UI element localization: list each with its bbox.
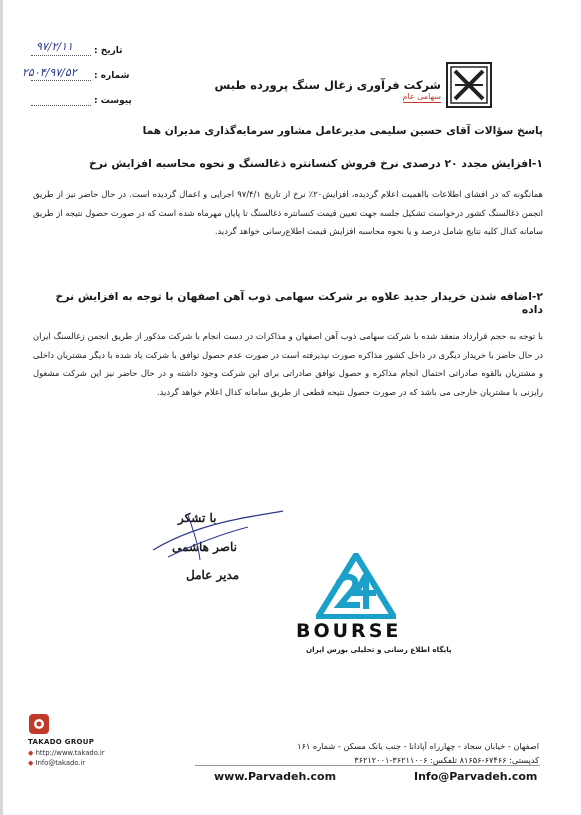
takado-website xyxy=(28,749,105,757)
signature-title: مدیر عامل xyxy=(186,568,240,582)
takado-website-link[interactable]: http://www.takado.ir xyxy=(35,749,105,757)
bourse-wordmark: BOURSE xyxy=(296,620,402,642)
section-2-heading: ۲-اضافه شدن خریدار جدید علاوه بر شرکت سهامی ذوب آهن اصفهان با توجه به افزایش نرخ داده xyxy=(55,290,543,316)
company-logo-icon xyxy=(446,62,492,108)
number-label: شماره : xyxy=(94,71,130,81)
number-value: ۲۵۰۴/۹۷/۵۲ xyxy=(22,66,77,79)
page-edge xyxy=(0,0,3,815)
addressee-line: پاسخ سؤالات آقای حسین سلیمی مدیرعامل مشاور سرمایه‌گذاری مدیران هما xyxy=(142,125,543,137)
bourse-logo-icon xyxy=(316,553,396,619)
section-2-paragraph: با توجه به حجم قرارداد منعقد شده با شرکت سهامی ذوب آهن اصفهان و مذاکرات در دست انجام با شرکت مذکور از طریق انجمن زغالسنگ ایران در حال حاضر با خریدار دیگری در داخل کشور مذاکره صورت نپذیرفته است در صورت عدم حصول توافق با شرکت یاد شده با دیگر مشتریان داخلی و مشتریان بالقوه صادراتی احتمال انجام مذاکره و حصول توافق صادراتی برای این شرکت وجود داشته و در حال حاضر نیز این شرکت مشغول رایزنی با مشتریان خارجی می باشد که در صورت حصول نتیجه قطعی از طریق سامانه کدال اعلام خواهد گردید. xyxy=(33,331,543,397)
address-line-2: کدپستی: ۶۷۴۶۶-۸۱۶۵۶ تلفکس: ۳۶۲۱۱۰۰۶-۳۶۲۱۲۰۰۱ xyxy=(354,755,539,765)
bourse-tagline: پایگاه اطلاع رسانی و تحلیلی بورس ایران xyxy=(306,645,452,654)
company-name: شرکت فرآوری زغال سنگ پرورده طبس xyxy=(214,78,441,92)
bullet-icon: ◆ xyxy=(28,759,34,767)
company-email-link[interactable]: Info@Parvadeh.com xyxy=(414,770,538,783)
takado-name: TAKADO GROUP xyxy=(28,738,95,746)
takado-email xyxy=(28,759,85,767)
company-type: سهامی عام xyxy=(402,92,441,101)
attachment-label: پیوست : xyxy=(94,96,132,106)
address-line-1: اصفهان - خیابان سجاد - چهارراه آپادانا - جنب بانک مسکن - شماره ۱۶۱ xyxy=(297,741,539,751)
takado-email-link[interactable]: Info@takado.ir xyxy=(35,759,86,767)
section-1-heading: ۱-افزایش مجدد ۲۰ درصدی نرخ فروش کنسانتره ذغالسنگ و نحوه محاسبه افزایش نرخ xyxy=(89,157,543,170)
date-value: ۹۷/۲/۱۱ xyxy=(36,40,73,53)
bullet-icon: ◆ xyxy=(28,749,34,757)
signature-name: ناصر هاشمی xyxy=(172,540,237,554)
date-label: تاریخ : xyxy=(94,46,123,56)
attachment-field xyxy=(28,96,132,106)
footer-divider xyxy=(195,765,540,766)
signature-closing: با تشکر xyxy=(178,511,217,525)
takado-logo-icon xyxy=(28,713,50,735)
section-1-paragraph: همانگونه که در افشای اطلاعات بااهمیت اعلام گردیده، افزایش۲۰٪ نرخ از تاریخ ۹۷/۴/۱ اجرایی و اعمال گردیده است. در حال حاضر نیز از طریق انجمن ذغالسنگ کشور درخواست تشکیل جلسه جهت تعیین قیمت کنسانتره ذغالسنگ تا پایان مهرماه شده است که در صورت حصول نتیجه از طریق سامانه کدال کلیه نتایج شامل درصد و یا نحوه محاسبه افزایش قیمت اطلاع‌رسانی خواهد گردید. xyxy=(33,189,544,236)
handwritten-signature-icon xyxy=(148,505,288,565)
company-website-link[interactable]: www.Parvadeh.com xyxy=(214,770,337,783)
